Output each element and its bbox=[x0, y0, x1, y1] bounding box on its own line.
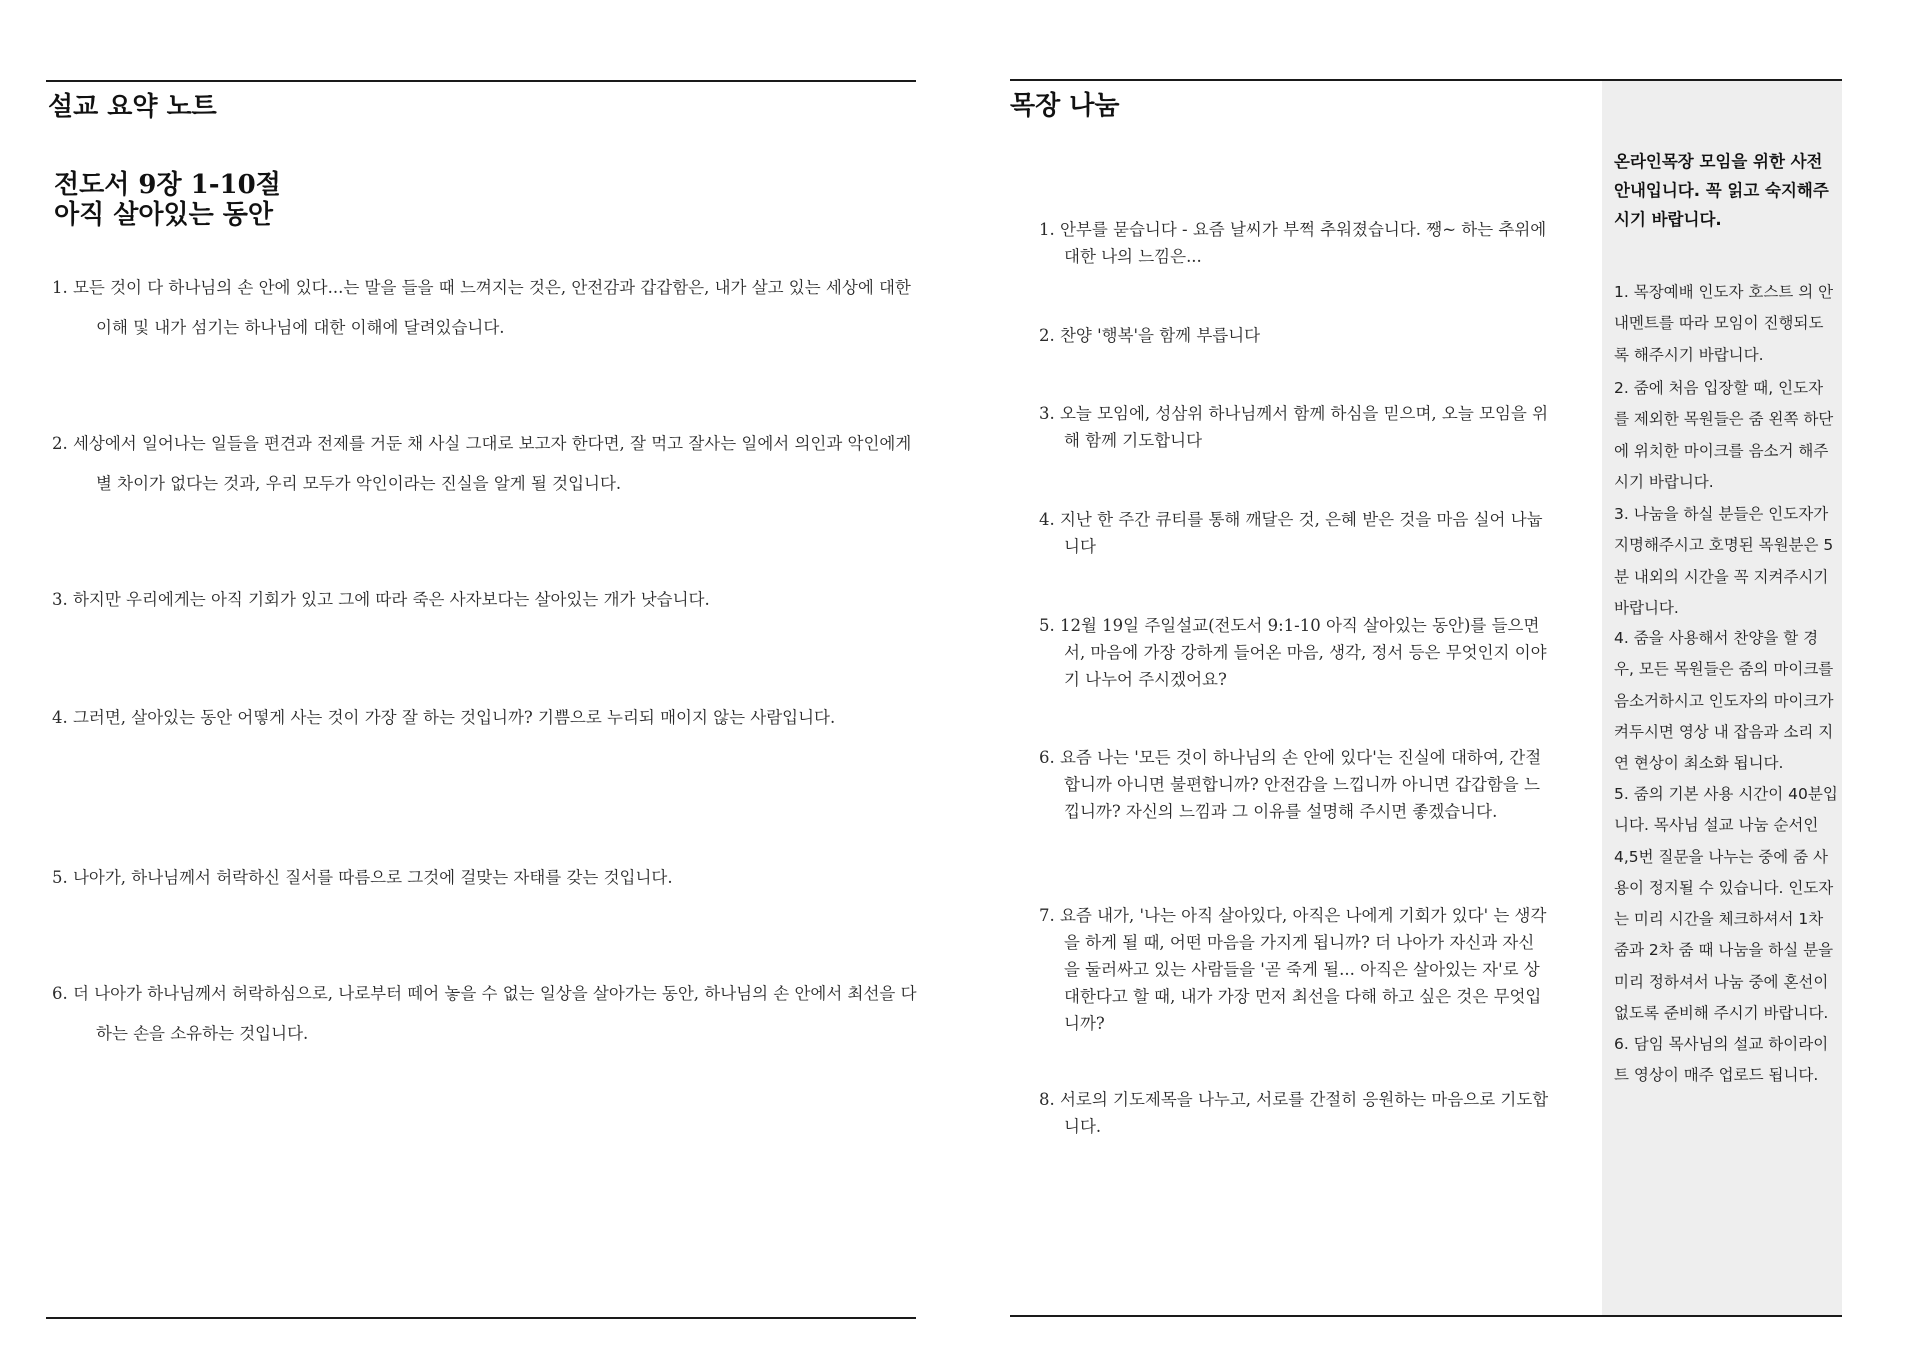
sermon-point: 4. 그러면, 살아있는 동안 어떻게 사는 것이 가장 잘 하는 것입니까? 기쁨으로 누리되 매이지 않는 사람입니다. bbox=[52, 708, 836, 727]
sermon-point: 5. 나아가, 하나님께서 허락하신 질서를 따름으로 그것에 걸맞는 자태를 갖는 것입니다. bbox=[52, 868, 673, 887]
guide-item: 3. 나눔을 하실 분들은 인도자가 지명해주시고 호명된 목원분은 5분 내외의 시간을 꼭 지켜주시기 바랍니다. bbox=[1614, 505, 1834, 617]
sharing-question: 8. 서로의 기도제목을 나누고, 서로를 간절히 응원하는 마음으로 기도합니다. bbox=[1039, 1090, 1549, 1136]
sharing-question: 3. 오늘 모임에, 성삼위 하나님께서 함께 하심을 믿으며, 오늘 모임을 위해 함께 기도합니다 bbox=[1039, 404, 1549, 450]
page-title: 설교 요약 노트 bbox=[48, 92, 217, 122]
sharing-question: 6. 요즘 나는 '모든 것이 하나님의 손 안에 있다'는 진실에 대하여, 간절합니까 아니면 불편합니까? 안전감을 느낍니까 아니면 갑갑함을 느낍니까? 자신의 느낌과 그 이유를 설명해 주시면 좋겠습니다. bbox=[1039, 748, 1542, 821]
guide-item: 6. 담임 목사님의 설교 하이라이트 영상이 매주 업로드 됩니다. bbox=[1614, 1035, 1829, 1085]
guide-item: 4. 줌을 사용해서 찬양을 할 경우, 모든 목원들은 줌의 마이크를 음소거하시고 인도자의 마이크가 켜두시면 영상 내 잡음과 소리 지연 현상이 최소화 됩니다. bbox=[1614, 629, 1834, 773]
sermon-heading bbox=[54, 170, 281, 230]
guide-item: 2. 줌에 처음 입장할 때, 인도자를 제외한 목원들은 줌 왼쪽 하단에 위치한 마이크를 음소거 해주시기 바랍니다. bbox=[1614, 379, 1834, 491]
sharing-question: 5. 12월 19일 주일설교(전도서 9:1-10 아직 살아있는 동안)를 들으면서, 마음에 가장 강하게 들어온 마음, 생각, 정서 등은 무엇인지 이야기 나누어 주시겠어요? bbox=[1039, 616, 1547, 689]
sharing-question: 2. 찬양 '행복'을 함께 부릅니다 bbox=[1039, 326, 1261, 345]
top-divider bbox=[46, 80, 916, 82]
sidebar-heading: 온라인목장 모임을 위한 사전 안내입니다. 꼭 읽고 숙지해주시기 바랍니다. bbox=[1614, 152, 1829, 229]
sermon-point: 2. 세상에서 일어나는 일들을 편견과 전제를 거둔 채 사실 그대로 보고자 한다면, 잘 먹고 잘사는 일에서 의인과 악인에게 별 차이가 없다는 것과, 우리 모두가 악인이라는 진실을 알게 될 것입니다. bbox=[52, 434, 912, 493]
sharing-question: 7. 요즘 내가, '나는 아직 살아있다, 아직은 나에게 기회가 있다' 는 생각을 하게 될 때, 어떤 마음을 가지게 됩니까? 더 나아가 자신과 자신을 둘러싸고 있는 사람들을 '곧 죽게 될... 아직은 살아있는 자'로 상대한다고 할 때, 내가 가장 먼저 최선을 다해 하고 싶은 것은 무엇입니까? bbox=[1039, 906, 1547, 1033]
sermon-point: 1. 모든 것이 다 하나님의 손 안에 있다...는 말을 들을 때 느껴지는 것은, 안전감과 갑갑함은, 내가 살고 있는 세상에 대한 이해 및 내가 섬기는 하나님에 대한 이해에 달려있습니다. bbox=[52, 278, 911, 337]
sermon-point: 3. 하지만 우리에게는 아직 기회가 있고 그에 따라 죽은 사자보다는 살아있는 개가 낫습니다. bbox=[52, 590, 710, 609]
page-title: 목장 나눔 bbox=[1010, 91, 1120, 121]
bottom-divider bbox=[1010, 1315, 1842, 1317]
scripture-reference: 전도서 9장 1-10절 bbox=[54, 170, 281, 200]
online-meeting-guide-sidebar bbox=[1602, 81, 1842, 1315]
sermon-point: 6. 더 나아가 하나님께서 허락하심으로, 나로부터 떼어 놓을 수 없는 일상을 살아가는 동안, 하나님의 손 안에서 최선을 다하는 손을 소유하는 것입니다. bbox=[52, 984, 917, 1043]
sharing-question: 1. 안부를 묻습니다 - 요즘 날씨가 부쩍 추워졌습니다. 쨍~ 하는 추위에 대한 나의 느낌은... bbox=[1039, 220, 1547, 266]
sharing-question: 4. 지난 한 주간 큐티를 통해 깨달은 것, 은혜 받은 것을 마음 실어 나눕니다 bbox=[1039, 510, 1543, 556]
guide-item: 5. 줌의 기본 사용 시간이 40분입니다. 목사님 설교 나눔 순서인 4,5번 질문을 나누는 중에 줌 사용이 정지될 수 있습니다. 인도자는 미리 시간을 체크하셔서 1차 줌과 2차 줌 때 나눔을 하실 분을 미리 정하셔서 나눔 중에 혼선이 없도록 준비해 주시기 바랍니다. bbox=[1614, 785, 1838, 1023]
guide-item: 1. 목장예배 인도자 호스트 의 안내멘트를 따라 모임이 진행되도록 해주시기 바랍니다. bbox=[1614, 283, 1834, 364]
bottom-divider bbox=[46, 1317, 916, 1319]
sermon-title: 아직 살아있는 동안 bbox=[54, 200, 274, 230]
cell-sharing-page bbox=[960, 0, 1920, 1362]
